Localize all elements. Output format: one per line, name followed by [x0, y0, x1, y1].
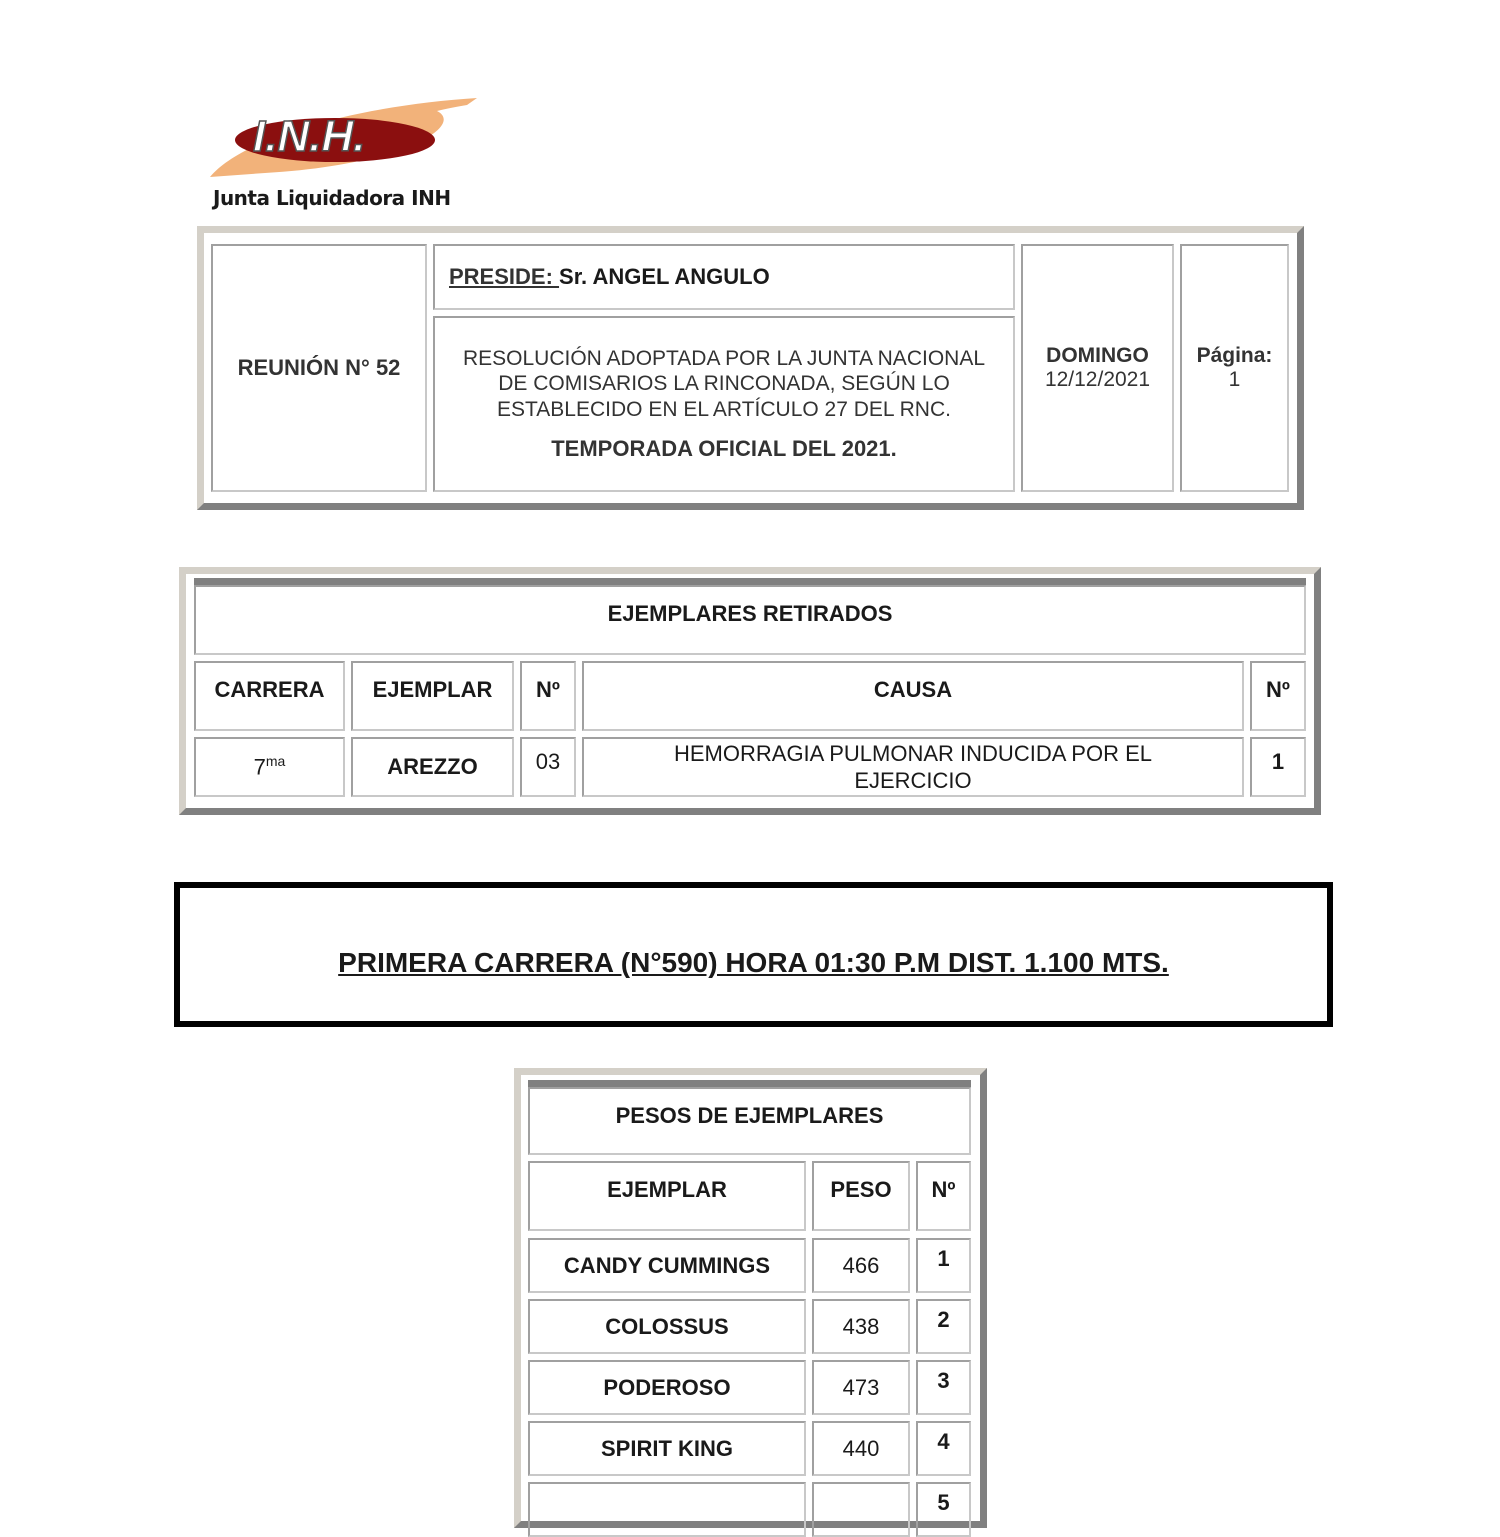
resolucion-text: RESOLUCIÓN ADOPTADA POR LA JUNTA NACIONAL DE COMISARIOS LA RINCONADA, SEGÚN LO ESTABLECIDO EN EL ARTÍCULO 27 DEL RNC.: [462, 346, 986, 421]
race-banner-text: PRIMERA CARRERA (N°590) HORA 01:30 P.M DIST. 1.100 MTS.: [338, 947, 1169, 978]
pesos-n-text: 5: [937, 1490, 950, 1515]
col-causa-text: CAUSA: [873, 677, 953, 702]
col-ejemplar: [351, 661, 514, 731]
pesos-row-ejemplar: [528, 1421, 806, 1476]
col-n: [1250, 661, 1306, 731]
pesos-row-peso: [812, 1299, 910, 1354]
reunion-cell: [211, 244, 427, 492]
col-ejemplar-text: EJEMPLAR: [372, 677, 493, 702]
retirado-n-text: 1: [1271, 749, 1285, 774]
col-peso: [812, 1161, 910, 1231]
preside-name: Sr. ANGEL ANGULO: [559, 264, 770, 289]
retirados-title: [194, 585, 1306, 655]
pesos-ejemplar-text: CANDY CUMMINGS: [563, 1252, 771, 1278]
logo-subtitle: Junta Liquidadora INH: [213, 186, 451, 210]
pesos-title: [528, 1087, 971, 1155]
pesos-ejemplar-text: COLOSSUS: [605, 1313, 729, 1339]
pesos-row-ejemplar: [528, 1482, 806, 1537]
pesos-peso-text: 440: [842, 1435, 880, 1461]
pesos-n-text: 1: [937, 1246, 950, 1271]
retirados-title-text: EJEMPLARES RETIRADOS: [607, 601, 893, 626]
pesos-n-text: 3: [937, 1368, 950, 1393]
retirado-numero-text: 03: [535, 749, 561, 774]
col-pesos-ejemplar: [528, 1161, 806, 1231]
page-cell: [1180, 244, 1289, 492]
pesos-ejemplar-text: PODEROSO: [603, 1374, 731, 1400]
retirado-causa: [582, 737, 1244, 797]
col-numero-text: Nº: [536, 677, 560, 702]
race-banner: [174, 882, 1333, 1027]
resolucion-cell: [433, 316, 1015, 492]
col-causa: [582, 661, 1244, 731]
inh-logo: [205, 95, 485, 185]
pesos-row-ejemplar: [528, 1238, 806, 1293]
pesos-row-ejemplar: [528, 1360, 806, 1415]
col-numero: [520, 661, 576, 731]
pesos-n-text: 2: [937, 1307, 950, 1332]
pesos-peso-text: 438: [842, 1313, 880, 1339]
retirado-ejemplar-text: AREZZO: [387, 754, 478, 779]
col-pesos-ejemplar-text: EJEMPLAR: [607, 1177, 727, 1202]
carrera-ordinal: ma: [265, 753, 286, 770]
retirado-carrera: [194, 737, 345, 797]
pesos-row-peso: [812, 1421, 910, 1476]
pesos-row-peso: [812, 1482, 910, 1537]
pesos-row-peso: [812, 1360, 910, 1415]
col-n-text: Nº: [1266, 677, 1290, 702]
carrera-value: [254, 753, 286, 780]
svg-text:I.N.H.: I.N.H.: [253, 112, 366, 161]
pesos-row-peso: [812, 1238, 910, 1293]
date-value: 12/12/2021: [1044, 368, 1151, 391]
preside: [449, 264, 770, 290]
pesos-peso-text: 473: [842, 1374, 880, 1400]
retirado-ejemplar: [351, 737, 514, 797]
retirados-top-bar: [194, 578, 1306, 585]
preside-cell: [433, 244, 1015, 310]
pesos-row-n: [916, 1299, 971, 1354]
col-carrera-text: CARRERA: [214, 677, 325, 702]
pesos-row-ejemplar: [528, 1299, 806, 1354]
reunion-number: REUNIÓN N° 52: [237, 355, 401, 380]
pesos-row-n: [916, 1360, 971, 1415]
pesos-ejemplar-text: SPIRIT KING: [600, 1435, 733, 1461]
col-peso-text: PESO: [830, 1177, 892, 1202]
retirado-n: [1250, 737, 1306, 797]
pesos-n-text: 4: [937, 1429, 950, 1454]
carrera-number: 7: [253, 754, 266, 780]
date-cell: [1021, 244, 1174, 492]
col-pesos-n: [916, 1161, 971, 1231]
pesos-title-text: PESOS DE EJEMPLARES: [615, 1103, 884, 1128]
page-label: Página:: [1196, 344, 1273, 367]
pesos-row-n: [916, 1421, 971, 1476]
pesos-row-n: [916, 1482, 971, 1537]
temporada-text: TEMPORADA OFICIAL DEL 2021.: [551, 436, 897, 462]
pesos-peso-text: 466: [842, 1252, 880, 1278]
col-carrera: [194, 661, 345, 731]
pesos-row-n: [916, 1238, 971, 1293]
pesos-top-bar: [528, 1080, 971, 1087]
page-number: 1: [1228, 368, 1241, 391]
preside-label: PRESIDE:: [449, 264, 560, 289]
retirado-causa-text: HEMORRAGIA PULMONAR INDUCIDA POR EL EJERCICIO: [674, 741, 1152, 793]
retirado-numero: [520, 737, 576, 797]
inh-logo-graphic: [205, 95, 485, 185]
day-label: DOMINGO: [1046, 344, 1149, 367]
col-pesos-n-text: Nº: [931, 1177, 956, 1202]
